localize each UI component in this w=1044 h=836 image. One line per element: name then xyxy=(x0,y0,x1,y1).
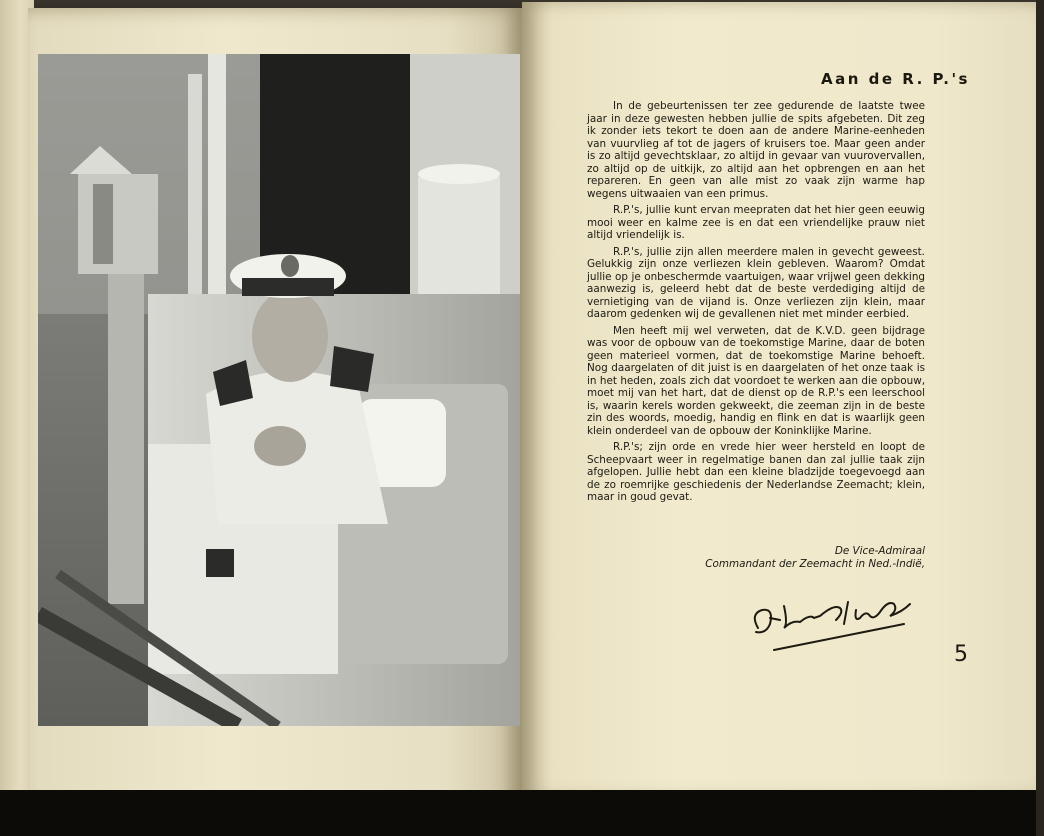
paragraph-3: R.P.'s, jullie zijn allen meerdere malen in gevecht geweest. Gelukkig zijn onze verliezen klein gebleven. Waarom? Omdat jullie op je onbeschermde vaartuigen, waar vrijwel geen dekking aanwezig is, geleerd hebt dat de beste verdediging altijd de vernietiging van de vijand is. Onze verliezen zijn klein, maar daarom gedenken wij de gevallenen niet met minder eerbied. xyxy=(587,245,925,320)
letter-body xyxy=(587,100,925,508)
paragraph-1: In de gebeurtenissen ter zee gedurende de laatste twee jaar in deze gewesten hebben jullie de spits afgebeten. Dit zeg ik zonder iets tekort te doen aan de andere Marine-eenheden van vuurvlieg af tot de jagers of kruisers toe. Maar geen ander is zo altijd gevechtsklaar, zo altijd in gevaar van vuurovervallen, zo altijd op de uitkijk, zo altijd aan het opbrengen en aan het repareren. En geen van alle mist zo vaak zijn warme hap wegens uitwaaien van een primus. xyxy=(587,100,925,200)
page-number: 5 xyxy=(954,642,968,667)
signature-role: Commandant der Zeemacht in Ned.-Indië, xyxy=(705,558,925,570)
signature-title: De Vice-Admiraal xyxy=(834,545,925,557)
officer-photo xyxy=(38,54,520,726)
backdrop-bottom xyxy=(0,790,1044,836)
paragraph-2: R.P.'s, jullie kunt ervan meepraten dat het hier geen eeuwig mooi weer en kalme zee is en dat een vriendelijke prauw niet altijd vriendelijk is. xyxy=(587,204,925,241)
photo-icon xyxy=(38,54,520,726)
page-heading: Aan de R. P.'s xyxy=(821,70,970,88)
backdrop-right xyxy=(1036,0,1044,836)
handwritten-signature-icon xyxy=(744,584,920,658)
paragraph-4: Men heeft mij wel verweten, dat de K.V.D. geen bijdrage was voor de opbouw van de toekomstige Marine, daar de boten geen materieel vormen, dat de toekomstige Marine behoeft. Nog daargelaten of dit juist is en daargelaten of het onze taak is in het heden, zoals zich dat voordoet te werken aan die opbouw, moet mij van het hart, dat de dienst op de R.P.'s een leerschool is, waarin kerels worden gekweekt, die zeeman zijn in de beste zin des woords, moedig, handig en flink en dat is waarlijk geen klein onderdeel van de opbouw der Koninklijke Marine. xyxy=(587,324,925,437)
paragraph-5: R.P.'s; zijn orde en vrede hier weer hersteld en loopt de Scheepvaart weer in regelmatige banen dan zal jullie taak zijn afgelopen. Jullie hebt dan een kleine bladzijde toegevoegd aan de zo roemrijke geschiedenis der Nederlandse Zeemacht; klein, maar in goud gevat. xyxy=(587,441,925,503)
